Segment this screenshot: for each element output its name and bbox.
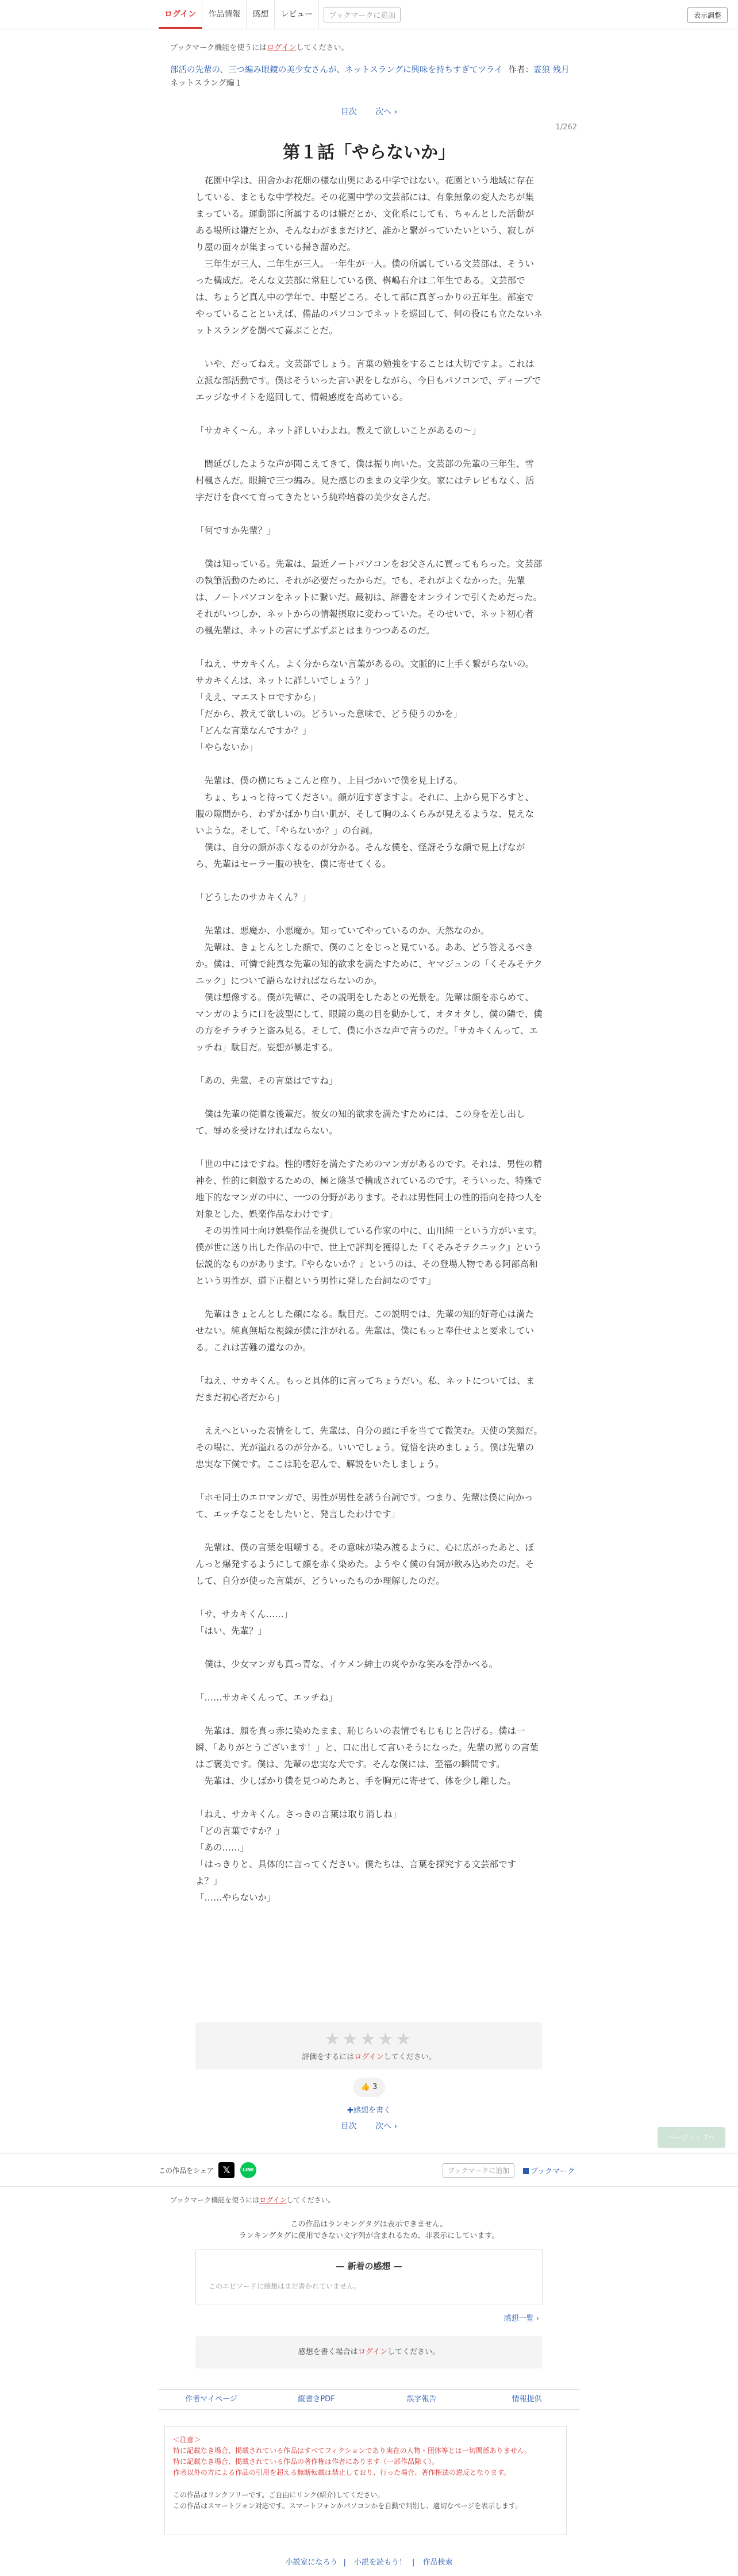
paragraph: 「……サカキくんって、エッチね」 [195,1692,338,1703]
paragraph: 先輩は、僕の横にちょこんと座り、上目づかいで僕を見上げる。 ちょ、ちょっと待ってください。顔が近すぎますよ。それに、上から見下ろすと、服の隙間から、わずかばかり白い肌が、そして胸のふくらみが見えるような、見えないような。そして、「やらないか？」の台詞。 僕は、自分の顔が赤くなるのが分かる。そんな僕を、怪訝そうな顔で見上げながら、先輩はセーラー服の袂を、僕に寄せてくる。 [195,776,535,869]
paragraph: ええへといった表情をして、先輩は、自分の頭に手を当てて微笑む。天使の笑顔だ。その場に、光が溢れるのが分かる。いいでしょう。覚悟を決めましょう。僕は先輩の忠実な下僕です。ここは恥を忍んで、解説をいたしましょう。 [195,1426,543,1469]
toc-link[interactable]: 目次 [340,108,357,117]
search-link[interactable]: 作品検索 [422,2558,453,2567]
hint-text-tail: してください。 [286,2196,335,2204]
bookmark-link[interactable] [523,2165,575,2176]
pager-bottom [0,2120,738,2132]
paragraph: 「ねえ、サカキくん。よく分からない言葉があるの。文脈的に上手く繋がらないの。サカキくんは、ネットに詳しいでしょう？」 「ええ、マエストロですから」 「だから、教えて欲しいの。どういった意味で、どう使うのかを」 「どんな言葉なんですか？」 「やらないか」 [195,659,535,753]
rating-hint-tail: してください。 [383,2053,436,2061]
share-bar [0,2153,738,2187]
notice-line: 特に記載なき場合、掲載されている作品の著作権は作者にあります（一部作品除く）。 [173,2458,439,2466]
login-link-bottom[interactable]: ログイン [259,2196,287,2204]
line-share-icon[interactable]: LINE [240,2162,256,2178]
paragraph: 僕は、少女マンガも真っ青な、イケメン紳士の爽やかな笑みを浮かべる。 [195,1659,498,1669]
author-mypage-link[interactable]: 作者マイページ [185,2395,237,2404]
paragraph: 「ホモ同士のエロマンガで、男性が男性を誘う台詞です。つまり、先輩は僕に向かって、エッチなことをしたいと、発言したわけです」 [195,1492,533,1519]
info-provide-link[interactable]: 情報提供 [512,2395,542,2404]
x-share-icon[interactable]: 𝕏 [218,2162,235,2178]
next-link[interactable]: 次へ › [375,108,398,117]
paragraph: 「どうしたのサカキくん？」 [195,892,312,903]
author-link[interactable]: 霊狼 残月 [533,66,570,75]
impressions-list-link[interactable]: 感想一覧 › [503,2314,539,2323]
notice-box [164,2426,567,2535]
write-impression-link[interactable]: ✚感想を書く [347,2106,391,2115]
nav-reviews[interactable]: レビュー [275,0,319,29]
paragraph: 僕は先輩の従順な後輩だ。彼女の知的欲求を満たすためには、この身を差し出して、辱めを受けなければならない。 [195,1109,525,1136]
paragraph: 花園中学は、田舎かお花畑の様な山奥にある中学ではない。花園という地域に存在している、まともな中学校だ。その花園中学の文芸部には、有象無象の変人たちが集まっている。運動部に所属するのは嫌だとか、文化系にしても、ちゃんとした活動がある場所は嫌だとか、そんなわがままだけど、誰かと繋がっていたいという、寂しがり屋の面々が集まっている掃き溜めだ。 三年生が三人、二年生が三人。一年生が一人。僕の所属している文芸部は、そういった構成だ。そんな文芸部に常駐している僕、桝嶋右介は二年生である。文芸部では、ちょうど真ん中の学年で、中堅どころ。そして部に真ぎっかりの五年生。部室でやっていることといえば、備品のパソコンでネットを巡回して、何の役にも立たないネットスラングを調べて喜ぶことだ。 [195,175,543,336]
new-impressions-box [195,2249,543,2305]
rating-hint [195,2051,543,2061]
author-label: 作者： [508,66,534,75]
notice-line: この作品はリンクフリーです。ご自由にリンク(紹介)してください。 [173,2491,385,2499]
login-link[interactable]: ログイン [267,44,297,52]
toc-link-bottom[interactable]: 目次 [340,2122,357,2131]
hint-text: ブックマーク機能を使うには [170,2196,260,2204]
bookmark-login-hint-bottom [170,2195,335,2205]
write-hint-text: 感想を書く場合は [298,2348,358,2356]
thumbs-up-icon: 👍 [360,2083,370,2091]
bookmark-login-hint [170,41,348,52]
novel-body [195,172,543,1923]
bookmark-label: ブックマーク [531,2167,575,2176]
paragraph: 「あの、先輩、その言葉はですね」 [195,1076,338,1086]
display-settings-button[interactable]: 表示調整 [687,7,728,23]
ranking-tag-note [0,2219,738,2242]
narou-link[interactable]: 小説家になろう [285,2558,338,2567]
like-count: 3 [372,2083,378,2091]
paragraph: 先輩は、悪魔か、小悪魔か。知っていてやっているのか、天然なのか。 先輩は、きょとんとした顔で、僕のことをじっと見ている。ああ、どう答えるべきか。僕は、可憐で純真な先輩の知的欲求を満たすために、ヤマジュンの「くそみそテクニック」について語らなければならないのか。 僕は想像する。僕が先輩に、その説明をしたあとの光景を。先輩は顔を赤らめて、マンガのように口を波型にして、眼鏡の奥の目を動かして、オタオタし、僕の隣で、僕の方をチラチラと盗み見る。そして、僕に小さな声で言うのだ。「サカキくんって、エッチね」駄目だ。妄想が暴走する。 [195,926,543,1053]
notice-line: 特に記載なき場合、掲載されている作品はすべてフィクションであり実在の人物・団体等とは一切関係ありません。 [173,2447,532,2455]
footer-links [159,2389,579,2410]
next-link-bottom[interactable]: 次へ › [375,2122,398,2131]
bookmark-add-button[interactable]: ブックマークに追加 [324,7,401,22]
paragraph: 「サカキく〜ん。ネット詳しいわよね。教えて欲しいことがあるの〜」 [195,425,481,436]
typo-report-link[interactable]: 誤字報告 [406,2395,437,2404]
write-impression-box [195,2336,543,2368]
bookmark-icon [523,2168,529,2174]
series-name: ネットスラング編１ [170,79,243,88]
paragraph: 先輩はきょとんとした顔になる。駄目だ。この説明では、先輩の知的好奇心は満たせない。純真無垢な視線が僕に注がれる。先輩は、僕にもっと奉仕せよと要求している。これは苦難の道なのか。 [195,1309,535,1353]
rating-stars[interactable]: ★★★★★ [324,2029,414,2049]
work-title-link[interactable]: 部活の先輩の、三つ編み眼鏡の美少女さんが、ネットスラングに興味を持ちすぎてツライ [170,66,503,75]
notice-line: この作品はスマートフォン対応です。スマートフォンかパソコンかを自動で判別し、適切なページを表示します。 [173,2502,522,2510]
paragraph: 「何ですか先輩？」 [195,525,276,536]
vertical-pdf-link[interactable]: 縦書きPDF [298,2395,335,2404]
bookmark-add-button-bottom[interactable]: ブックマークに追加 [443,2163,514,2178]
notice-title: ＜注意＞ [173,2436,201,2444]
write-hint-tail: してください。 [387,2348,440,2356]
rating-hint-text: 評価をするには [302,2053,355,2061]
nav-impressions[interactable]: 感想 [247,0,275,29]
paragraph: 「ねえ、サカキくん。さっきの言葉は取り消しね」 「どの言葉ですか？」 「あの……」 「はっきりと、具体的に言ってください。僕たちは、言葉を探究する文芸部ですよ？」 「……やらないか」 [195,1809,517,1903]
paragraph: 僕は知っている。先輩は、最近ノートパソコンをお父さんに買ってもらった。文芸部の執筆活動のために、それが必要だったからだ。でも、それがよくなかった。先輩は、ノートパソコンをネットに繋いだ。最初は、辞書をオンラインで引くためだった。それがいつしか、ネットからの情報摂取に変わっていた。そのせいで、ネット初心者の楓先輩は、ネットの言にずぶずぶとはまりつつあるのだ。 [195,559,543,636]
rating-box [195,2022,543,2070]
paragraph: いや、だってねえ。文芸部でしょう。言葉の勉強をすることは大切ですよ。これは立派な部活動です。僕はそういった言い訳をしながら、今日もパソコンで、ディープでエッジなサイトを巡回して、情報感度を高めている。 [195,359,541,402]
top-nav [0,0,738,29]
page-top-button[interactable]: ページトップへ [658,2127,725,2148]
paragraph: 先輩は、顔を真っ赤に染めたまま、恥じらいの表情でもじもじと告げる。僕は一瞬、「ありがとうございます！」と、口に出して言いそうになった。先輩の罵りの言葉はご褒美です。僕は、先輩の忠実な犬です。そんな僕には、至福の瞬間です。 先輩は、少しばかり僕を見つめたあと、手を胸元に寄せて、体を少し離した。 [195,1726,539,1786]
paragraph: 間延びしたような声が聞こえてきて、僕は振り向いた。文芸部の先輩の三年生、雪村楓さんだ。眼鏡で三つ編み。見た感じのままの文学少女。家にはテレビもなく、活字だけを食べて育ってきたという純粋培養の美少女さんだ。 [195,459,535,502]
chapter-title: 第１話「やらないか」 [283,143,455,163]
notice-line: 作者以外の方による作品の引用を超える無断転載は禁止しており、行った場合、著作権法の違反となります。 [173,2468,511,2477]
paragraph: 先輩は、僕の言葉を咀嚼する。その意味が染み渡るように、心に広がったあと、ぼんっと爆発するようにして顔を赤く染めた。ようやく僕の台詞が飲み込めたのだ。そして、自分が使った言葉が、どういったものか理解したのだ。 [195,1542,535,1586]
paragraph: 「世の中にはですね。性的嗜好を満たすためのマンガがあるのです。それは、男性の精神を、性的に刺激するための、極と陰茎で構成されているのです。そういった、特殊で地下的なマンガの中に、一つの分野があります。それは男性同士の性的指向を持つ人を対象とした、娯楽作品なわけです」 その男性同士向け娯楽作品を提供している作家の中に、山川純一という方がいます。僕が世に送り出した作品の中で、世上で評判を獲得した『くそみそテクニック』という伝説的なものがあります。『やらないか？』というのは、その登場人物である阿部高和という男性が、道下正樹という男性に発した台詞なのです」 [195,1159,543,1286]
page-count: 1/262 [555,123,577,132]
write-login-link[interactable]: ログイン [358,2348,388,2356]
hint-text: ブックマーク機能を使うには [170,44,267,52]
share-label: この作品をシェア [159,2167,214,2175]
rating-login-link[interactable]: ログイン [354,2053,384,2061]
impressions-empty: このエピソードに感想はまだ書かれていません。 [209,2282,361,2290]
bottom-links: 小説家になろう | 小説を読もう！ | 作品検索 [285,2558,453,2567]
nav-login[interactable]: ログイン [159,0,202,29]
nav-tabs [159,0,401,29]
ranking-note-line: この作品はランキングタグは表示できません。 [290,2220,448,2229]
pager-top [0,106,738,117]
work-title-line [170,63,572,77]
ranking-note-line: ランキングタグに使用できない文字列が含まれるため、非表示にしています。 [239,2232,499,2240]
paragraph: 「サ、サカキくん……」 「はい、先輩？」 [195,1609,293,1636]
hint-text-tail: してください。 [296,44,349,52]
impressions-title: — 新着の感想 — [336,2261,402,2271]
paragraph: 「ねえ、サカキくん。もっと具体的に言ってちょうだい。私、ネットについては、まだまだ初心者だから」 [195,1376,535,1403]
like-button[interactable] [353,2078,385,2097]
yomou-link[interactable]: 小説を読もう！ [353,2558,406,2567]
nav-work-info[interactable]: 作品情報 [202,0,247,29]
